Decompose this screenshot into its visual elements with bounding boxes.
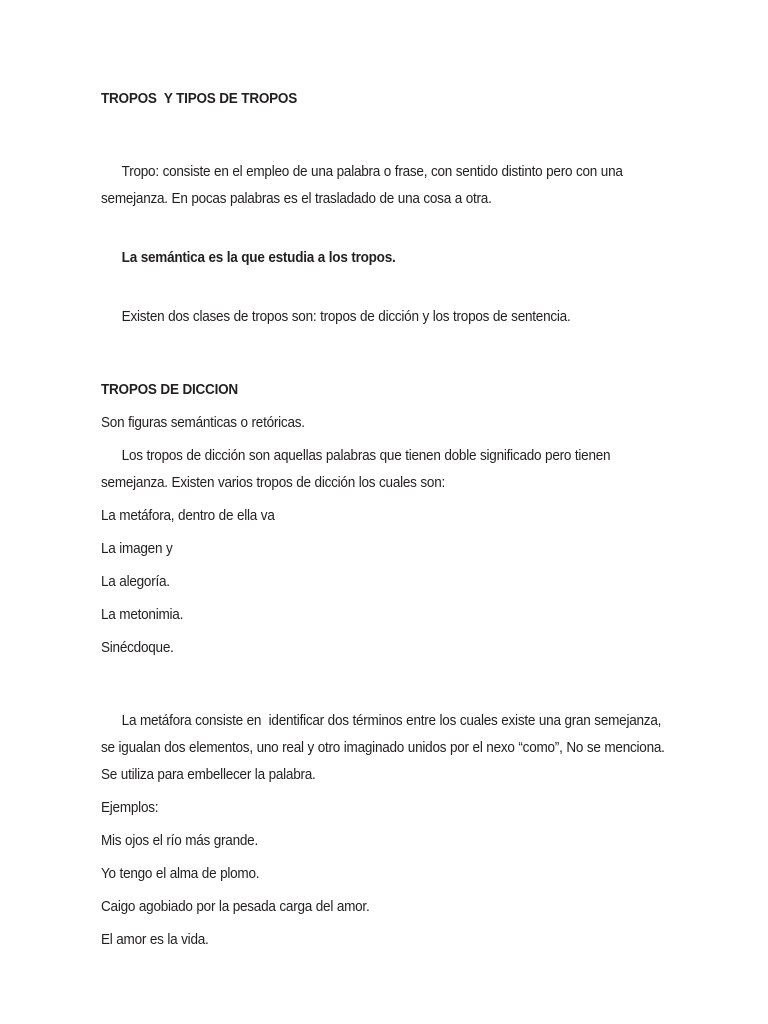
list-item: Sinécdoque. <box>101 640 174 656</box>
paragraph-metafora-description: La metáfora consiste en identificar dos términos entre los cuales existe una gran semejanza, se igualan dos elementos, uno real y otro imaginado unidos por el nexo “como”, No se menciona. Se utiliza para embellecer la palabra. <box>101 713 669 783</box>
example-item: Yo tengo el alma de plomo. <box>101 866 260 882</box>
example-item: El amor es la vida. <box>101 932 209 948</box>
list-item: La metonimia. <box>101 607 184 623</box>
example-item: Mis ojos el río más grande. <box>101 833 258 849</box>
document-title: TROPOS Y TIPOS DE TROPOS <box>101 91 298 107</box>
paragraph-trope-definition: Tropo: consiste en el empleo de una palabra o frase, con sentido distinto pero con una semejanza. En pocas palabras es el trasladado de una cosa a otra. <box>101 164 627 207</box>
examples-label: Ejemplos: <box>101 800 159 816</box>
paragraph-diccion-description: Los tropos de dicción son aquellas palabras que tienen doble significado pero tienen semejanza. Existen varios tropos de dicción los cuales son: <box>101 448 615 491</box>
document-body <box>101 86 669 954</box>
list-item: La imagen y <box>101 541 173 557</box>
paragraph-diccion-definition: Son figuras semánticas o retóricas. <box>101 415 305 431</box>
list-item: La metáfora, dentro de ella va <box>101 508 275 524</box>
paragraph-semantics: La semántica es la que estudia a los tropos. <box>121 250 396 266</box>
example-item: Caigo agobiado por la pesada carga del amor. <box>101 899 370 915</box>
list-item: La alegoría. <box>101 574 170 590</box>
section-heading-tropos-de-diccion: TROPOS DE DICCION <box>101 382 238 398</box>
paragraph-two-classes: Existen dos clases de tropos son: tropos de dicción y los tropos de sentencia. <box>121 309 571 325</box>
